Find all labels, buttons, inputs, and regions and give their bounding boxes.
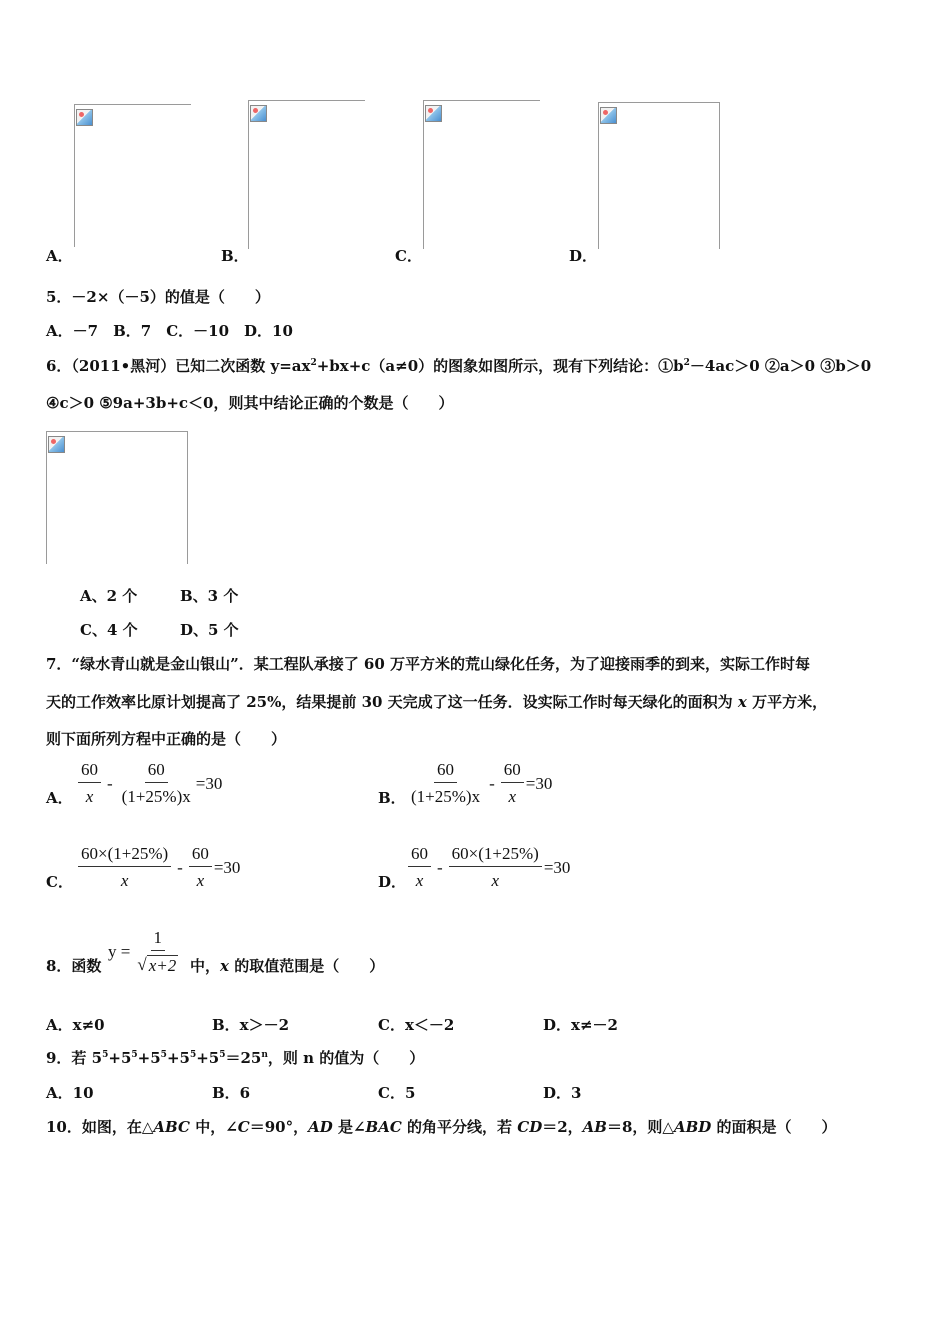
option-a-image [74,104,191,247]
q6-option-a: A、2 个 [80,587,138,605]
q7-option-d-label: D． [378,873,407,891]
q8-label: 8．函数 [46,957,102,975]
q6-option-c: C、4 个 [80,621,138,639]
parabola-graph-image [46,431,188,564]
q4-option-b-label: B． [221,247,249,265]
q4-option-a-label: A． [46,247,73,265]
q6-line-2: ④c＞0 ⑤9a+3b+c＜0，则其中结论正确的个数是（ ） [46,394,454,412]
q6-option-d: D、5 个 [180,621,239,639]
q7-equation-c: $\frac{60\times(1+25\%)}{x}$ - $\frac{60}{x}$ =30 [76,844,240,891]
broken-image-icon [250,105,267,122]
q9-stem: 9．若 $5^5+5^5+5^5+5^5+5^5=25^n$，则 n 的值为（ ） [46,1049,425,1067]
broken-image-icon [48,436,65,453]
q7-line-1: 7．“绿水青山就是金山银山”．某工程队承接了 60 万平方米的荒山绿化任务，为了迎接雨季的到来，实际工作时每 [46,655,811,673]
broken-image-icon [425,105,442,122]
sqrt-sign-icon: √ [137,955,147,974]
q8-option-b: B．x＞－2 [212,1016,290,1034]
q4-option-d-label: D． [569,247,598,265]
q8-option-d: D．x≠－2 [543,1016,618,1034]
q8-function: y = 1 √ x+2 [108,928,177,975]
q9-option-b: B．6 [212,1084,251,1102]
q9-option-a: A．10 [46,1084,94,1102]
q7-equation-a: $\frac{60}{x}$ - $\frac{60}{(1+25\%)x}$ =30 [76,760,222,807]
q6-line-1: 6．（2011•黑河）已知二次函数 $y=ax^2+bx+c(a\ne 0)$的图象如图所示，现有下列结论：$①b^2-4ac>0$ ②a＞0 ③b＞0 [46,357,872,375]
q7-line-2: 天的工作效率比原计划提高了 25%，结果提前 30 天完成了这一任务．设实际工作时每天绿化的面积为 x 万平方米， [46,693,828,711]
q4-option-c-label: C． [395,247,422,265]
option-c-image [423,100,540,249]
option-b-image [248,100,365,249]
q5-stem: 5．－2×（－5）的值是（ ） [46,288,270,306]
broken-image-icon [600,107,617,124]
q9-option-d: D．3 [543,1084,582,1102]
option-d-image [598,102,720,249]
q7-option-b-label: B． [378,789,406,807]
broken-image-icon [76,109,93,126]
q7-equation-b: $\frac{60}{(1+25\%)x}$ - $\frac{60}{x}$ =30 [411,760,553,806]
q10-stem: 10．如图，在△ABC 中，∠C＝90°，AD 是∠BAC 的角平分线，若 CD＝2，AB＝8，则△ABD 的面积是（ ） [46,1118,837,1136]
q8-option-c: C．x＜－2 [378,1016,455,1034]
q8-stem-post: 中，x 的取值范围是（ ） [190,957,385,975]
q7-option-c-label: C． [46,873,73,891]
q7-option-a-label: A． [46,789,73,807]
q7-equation-d: $\frac{60}{x}$ - $\frac{60\times(1+25\%)}{x}$ =30 [406,844,570,891]
q8-option-a: A．x≠0 [46,1016,105,1034]
q7-line-3: 则下面所列方程中正确的是（ ） [46,730,287,748]
q5-options: A．－7 B．7 C．－10 D．10 [46,322,293,340]
q9-option-c: C．5 [378,1084,416,1102]
q6-option-b: B、3 个 [180,587,239,605]
